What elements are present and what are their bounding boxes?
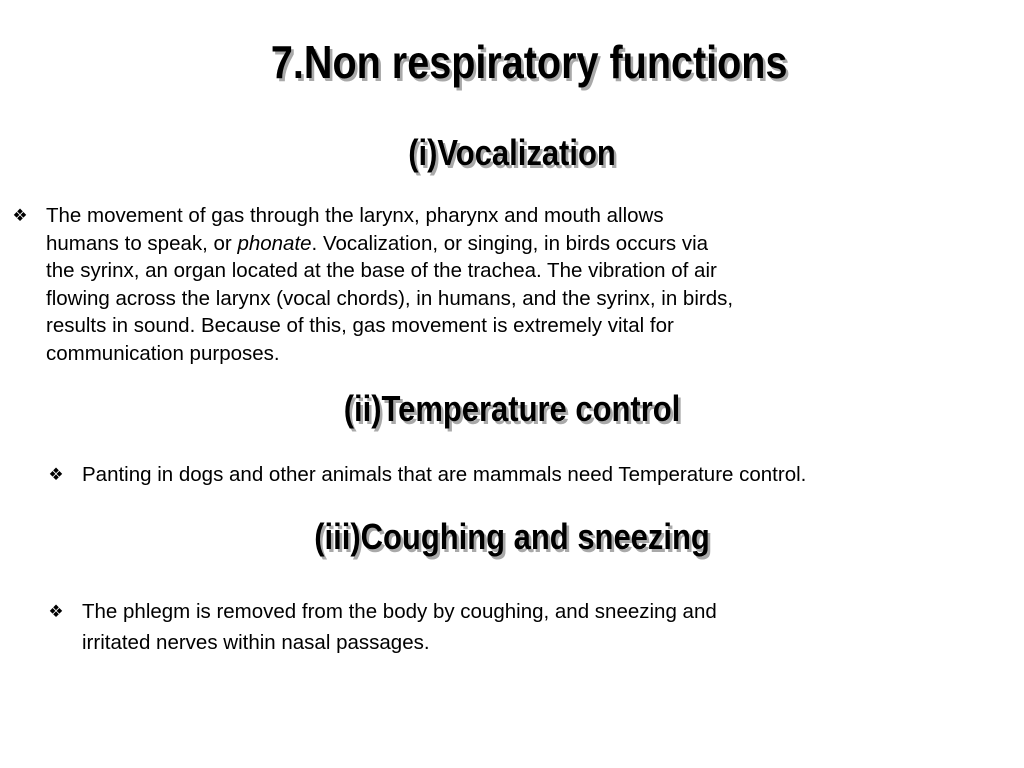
- text-line: The phlegm is removed from the body by coughing, and sneezing and: [82, 600, 717, 623]
- section-heading-vocalization: (i)Vocalization: [408, 132, 616, 173]
- text-line: The movement of gas through the larynx, pharynx and mouth allows: [46, 204, 664, 227]
- text-line: humans to speak, or phonate. Vocalization, or singing, in birds occurs via: [46, 231, 709, 255]
- text-line: the syrinx, an organ located at the base of the trachea. The vibration of air: [46, 259, 717, 283]
- text-line: results in sound. Because of this, gas movement is extremely vital for: [46, 314, 674, 338]
- paragraph-vocalization: [46, 202, 915, 368]
- bullet-vocalization: [10, 202, 915, 368]
- section-heading-coughing-sneezing: (iii)Coughing and sneezing: [314, 516, 710, 557]
- text-line: Panting in dogs and other animals that are mammals need Temperature control.: [82, 463, 807, 486]
- paragraph-temperature-control: [82, 461, 1006, 489]
- slide-title: 7.Non respiratory functions: [270, 36, 788, 88]
- bullet-coughing-sneezing: [46, 596, 946, 658]
- diamond-bullet-icon: ❖: [12, 206, 28, 225]
- paragraph-coughing-sneezing: [82, 596, 946, 658]
- diamond-bullet-icon: ❖: [48, 465, 64, 484]
- text-line: flowing across the larynx (vocal chords), in humans, and the syrinx, in birds,: [46, 286, 734, 310]
- diamond-bullet-icon: ❖: [48, 602, 64, 621]
- text-line: communication purposes.: [46, 341, 280, 365]
- section-heading-temperature-control: (ii)Temperature control: [343, 388, 681, 429]
- text-line: irritated nerves within nasal passages.: [82, 631, 430, 654]
- emphasis-phonate: phonate: [237, 231, 312, 255]
- bullet-temperature-control: [46, 461, 1006, 489]
